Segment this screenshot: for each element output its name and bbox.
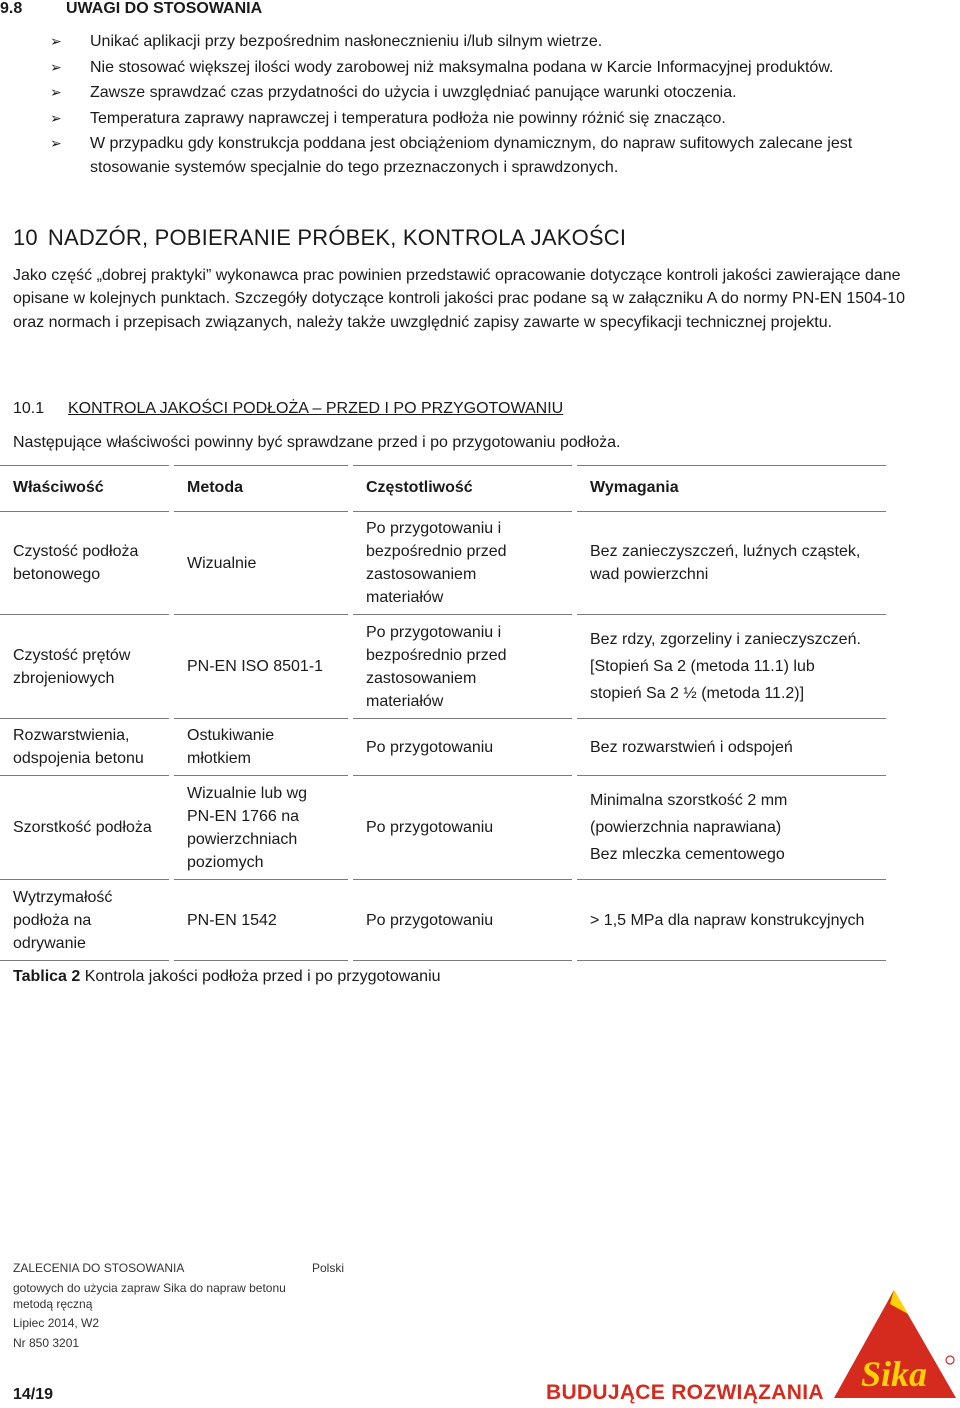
footer-slogan: BUDUJĄCE ROZWIĄZANIA: [546, 1381, 824, 1404]
usage-notes-list: [50, 30, 930, 181]
cell-text-line: PN-EN 1542: [187, 911, 277, 929]
cell-text-line: [Stopień Sa 2 (metoda 11.1) lub: [590, 658, 815, 675]
table-cell-method: [174, 615, 348, 719]
section-heading-9-8: [0, 0, 262, 18]
table-cell-method: [174, 880, 348, 961]
table-cell-requirements: [577, 776, 886, 880]
table-cell-requirements: [577, 615, 886, 719]
quality-control-table: [0, 465, 886, 961]
cell-text-line: stopień Sa 2 ½ (metoda 11.2)]: [590, 685, 805, 702]
section-number: 9.8: [0, 0, 23, 17]
footer-doc-number: Nr 850 3201: [13, 1336, 80, 1350]
cell-text-line: PN-EN 1766 na: [187, 807, 300, 825]
table-cell-property: [0, 615, 169, 719]
caption-text: Kontrola jakości podłoża przed i po przygotowaniu: [84, 968, 441, 985]
cell-text-line: odspojenia betonu: [13, 750, 144, 767]
table-row: [0, 880, 886, 961]
arrow-bullet-icon: ➢: [50, 109, 62, 126]
cell-text-line: Bez rdzy, zgorzeliny i zanieczyszczeń.: [590, 631, 861, 648]
table-cell-property: [0, 880, 169, 961]
list-item: [50, 132, 930, 179]
cell-text-line: odrywanie: [13, 934, 86, 952]
cell-text-line: PN-EN ISO 8501-1: [187, 658, 324, 675]
cell-text-line: Wizualnie lub wg: [187, 784, 308, 802]
section-title: KONTROLA JAKOŚCI PODŁOŻA – PRZED I PO PRZYGOTOWANIU: [68, 400, 564, 417]
cell-text-line: Po przygotowaniu: [366, 911, 494, 929]
cell-text-line: betonowego: [13, 566, 101, 583]
cell-text-line: Wytrzymałość: [13, 888, 113, 906]
arrow-bullet-icon: ➢: [50, 33, 62, 49]
list-item-text: Unikać aplikacji przy bezpośrednim nasłonecznieniu i/lub silnym wietrze.: [90, 33, 603, 50]
cell-text-line: Po przygotowaniu i: [366, 623, 502, 641]
table-cell-frequency: [353, 512, 572, 615]
cell-text-line: Po przygotowaniu i: [366, 520, 502, 537]
cell-text-line: bezpośrednio przed: [366, 543, 507, 560]
table-row: [0, 776, 886, 880]
arrow-bullet-icon: ➢: [50, 135, 62, 151]
cell-text-line: > 1,5 MPa dla napraw konstrukcyjnych: [590, 911, 865, 929]
table-cell-frequency: [353, 615, 572, 719]
arrow-bullet-icon: ➢: [50, 58, 62, 75]
column-header-property: Właściwość: [0, 466, 169, 512]
cell-text-line: Rozwarstwienia,: [13, 727, 130, 744]
table-cell-method: [174, 719, 348, 776]
table-cell-method: [174, 512, 348, 615]
sika-logo: [832, 1288, 960, 1402]
table-cell-property: [0, 719, 169, 776]
section-heading-10: [13, 225, 626, 251]
footer-doc-subtitle: gotowych do użycia zapraw Sika do napraw betonu: [13, 1281, 286, 1295]
cell-text-line: Wizualnie: [187, 554, 257, 572]
column-header-requirements: Wymagania: [577, 466, 886, 512]
table-row: [0, 512, 886, 615]
footer-date: Lipiec 2014, W2: [13, 1316, 100, 1330]
table-cell-requirements: [577, 880, 886, 961]
list-item: [50, 30, 930, 54]
list-item: [50, 107, 930, 131]
cell-text-line: Czystość prętów: [13, 646, 131, 664]
section-number: 10: [13, 225, 38, 250]
list-item: [50, 56, 930, 80]
column-header-method: Metoda: [174, 466, 348, 512]
list-item-text: Zawsze sprawdzać czas przydatności do użycia i uwzględniać panujące warunki otoczenia.: [90, 84, 737, 101]
cell-text-line: (powierzchnia naprawiana): [590, 819, 782, 836]
section-heading-10-1: [13, 400, 563, 418]
cell-text-line: Minimalna szorstkość 2 mm: [590, 792, 788, 809]
list-item-text: Nie stosować większej ilości wody zarobowej niż maksymalna podana w Karcie Informacyjnej produktów.: [90, 58, 834, 76]
cell-text-line: zastosowaniem: [366, 669, 477, 687]
list-item-text: W przypadku gdy konstrukcja poddana jest obciążeniom dynamicznym, do napraw sufitowych zalecane jest stosowanie systemów specjalnie do tego przeznaczonych i sprawdzonych.: [90, 135, 853, 176]
table-header-row: [0, 466, 886, 512]
arrow-bullet-icon: ➢: [50, 84, 62, 100]
table-cell-requirements: [577, 512, 886, 615]
cell-text-line: wad powierzchni: [590, 566, 709, 583]
table-cell-frequency: [353, 880, 572, 961]
caption-label: Tablica 2: [13, 968, 81, 985]
section-number: 10.1: [13, 400, 45, 417]
cell-text-line: Bez zanieczyszczeń, luźnych cząstek,: [590, 543, 861, 560]
cell-text-line: Szorstkość podłoża: [13, 819, 152, 836]
cell-text-line: podłoża na: [13, 911, 92, 929]
cell-text-line: bezpośrednio przed: [366, 646, 507, 664]
table-cell-frequency: [353, 719, 572, 776]
cell-text-line: materiałów: [366, 589, 444, 606]
page-number: 14/19: [13, 1386, 54, 1403]
section-intro: Następujące właściwości powinny być sprawdzane przed i po przygotowaniu podłoża.: [13, 434, 621, 451]
section-paragraph: Jako część „dobrej praktyki” wykonawca prac powinien przedstawić opracowanie dotyczące kontroli jakości zawierające dane opisane w kolejnych punktach. Szczegóły dotyczące kontroli jakości prac podane są w załączniku A do normy PN-EN 1504-10 oraz normach i przepisach związanych, należy także uwzględnić zapisy zawarte w specyfikacji technicznej projektu.: [13, 267, 906, 331]
cell-text-line: Po przygotowaniu: [366, 738, 494, 756]
table-cell-method: [174, 776, 348, 880]
table-row: [0, 615, 886, 719]
cell-text-line: Bez rozwarstwień i odspojeń: [590, 738, 793, 756]
cell-text-line: Bez mleczka cementowego: [590, 846, 785, 863]
column-header-frequency: Częstotliwość: [353, 466, 572, 512]
footer-doc-subtitle-2: metodą ręczną: [13, 1297, 93, 1311]
cell-text-line: Czystość podłoża: [13, 543, 139, 560]
table-row: [0, 719, 886, 776]
footer-language: Polski: [312, 1261, 345, 1275]
list-item: [50, 81, 930, 105]
cell-text-line: zastosowaniem: [366, 566, 477, 583]
footer-doc-title: ZALECENIA DO STOSOWANIA: [13, 1261, 185, 1275]
cell-text-line: Ostukiwanie: [187, 727, 275, 744]
cell-text-line: powierzchniach: [187, 830, 298, 848]
table-cell-property: [0, 512, 169, 615]
cell-text-line: materiałów: [366, 692, 444, 710]
cell-text-line: poziomych: [187, 853, 264, 871]
cell-text-line: zbrojeniowych: [13, 669, 115, 687]
cell-text-line: Po przygotowaniu: [366, 819, 494, 836]
logo-wordmark: Sika: [860, 1354, 928, 1394]
table-cell-property: [0, 776, 169, 880]
table-caption: [13, 968, 441, 986]
table-cell-requirements: [577, 719, 886, 776]
list-item-text: Temperatura zaprawy naprawczej i temperatura podłoża nie powinny różnić się znacząco.: [90, 109, 726, 127]
section-title: NADZÓR, POBIERANIE PRÓBEK, KONTROLA JAKOŚCI: [47, 225, 627, 250]
table-cell-frequency: [353, 776, 572, 880]
cell-text-line: młotkiem: [187, 750, 252, 767]
section-title: UWAGI DO STOSOWANIA: [66, 0, 263, 17]
